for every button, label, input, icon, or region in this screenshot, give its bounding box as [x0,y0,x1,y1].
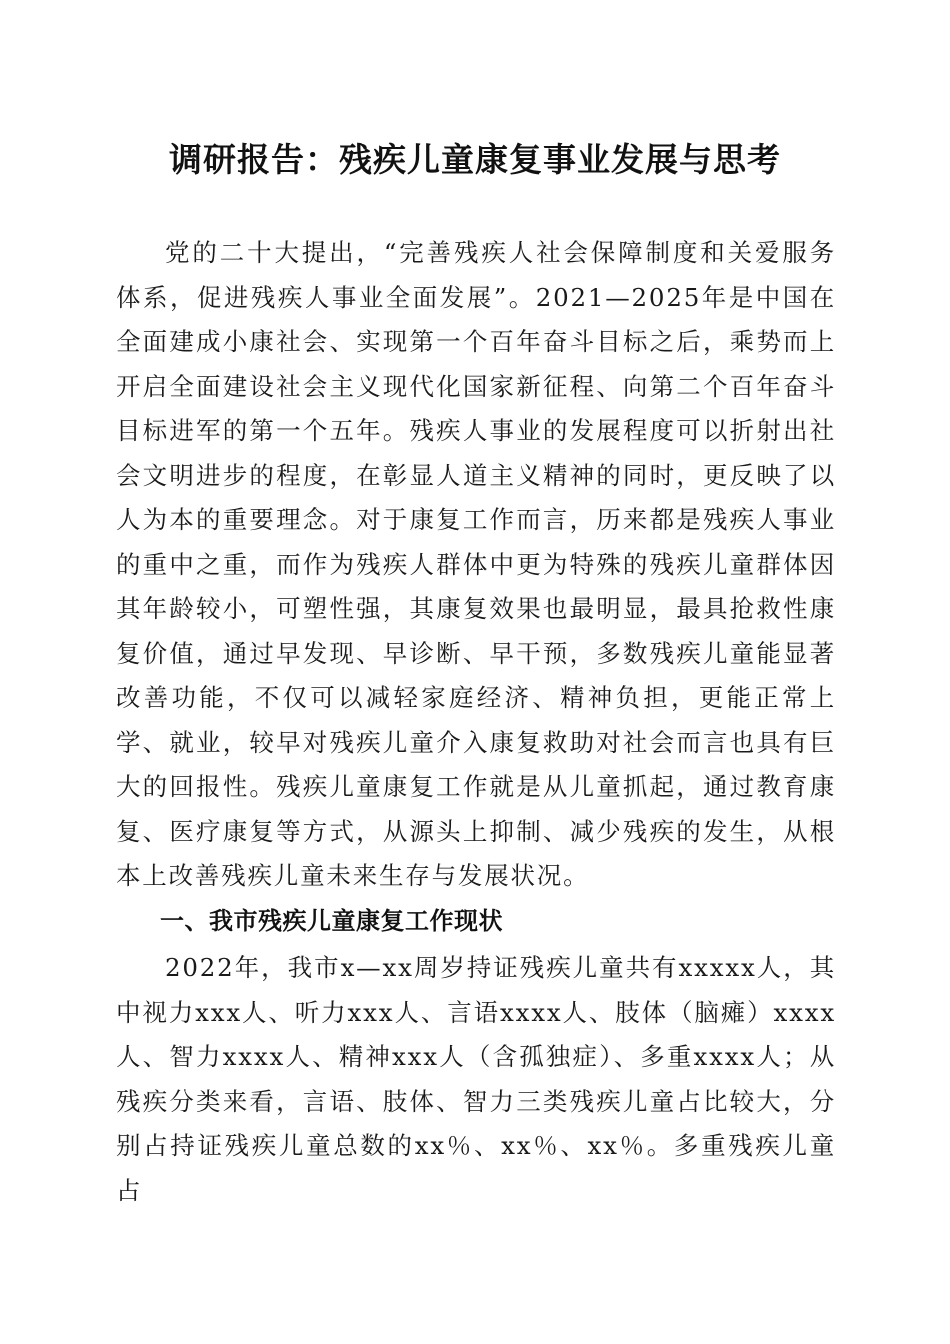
section-heading: 一、我市残疾儿童康复工作现状 [160,907,503,935]
intro-paragraph: 党的二十大提出，“完善残疾人社会保障制度和关爱服务体系，促进残疾人事业全面发展”。2021—2025年是中国在全面建成小康社会、实现第一个百年奋斗目标之后，乘势而上开启全面建设社会主义现代化国家新征程、向第二个百年奋斗目标进军的第一个五年。残疾人事业的发展程度可以折射出社会文明进步的程度，在彰显人道主义精神的同时，更反映了以人为本的重要理念。对于康复工作而言，历来都是残疾人事业的重中之重，而作为残疾人群体中更为特殊的残疾儿童群体因其年龄较小，可塑性强，其康复效果也最明显，最具抢救性康复价值，通过早发现、早诊断、早干预，多数残疾儿童能显著改善功能，不仅可以减轻家庭经济、精神负担，更能正常上学、就业，较早对残疾儿童介入康复救助对社会而言也具有巨大的回报性。残疾儿童康复工作就是从儿童抓起，通过教育康复、医疗康复等方式，从源头上抑制、减少残疾的发生，从根本上改善残疾儿童未来生存与发展状况。 [116,238,836,890]
document-title: 调研报告：残疾儿童康复事业发展与思考 [169,140,781,179]
section-paragraph: 2022年，我市x—xx周岁持证残疾儿童共有xxxxx人，其中视力xxx人、听力xxx人、言语xxxx人、肢体（脑瘫）xxxx人、智力xxxx人、精神xxx人（含孤独症）、多重xxxx人；从残疾分类来看，言语、肢体、智力三类残疾儿童占比较大，分别占持证残疾儿童总数的xx％、xx％、xx％。多重残疾儿童占 [116,953,836,1205]
